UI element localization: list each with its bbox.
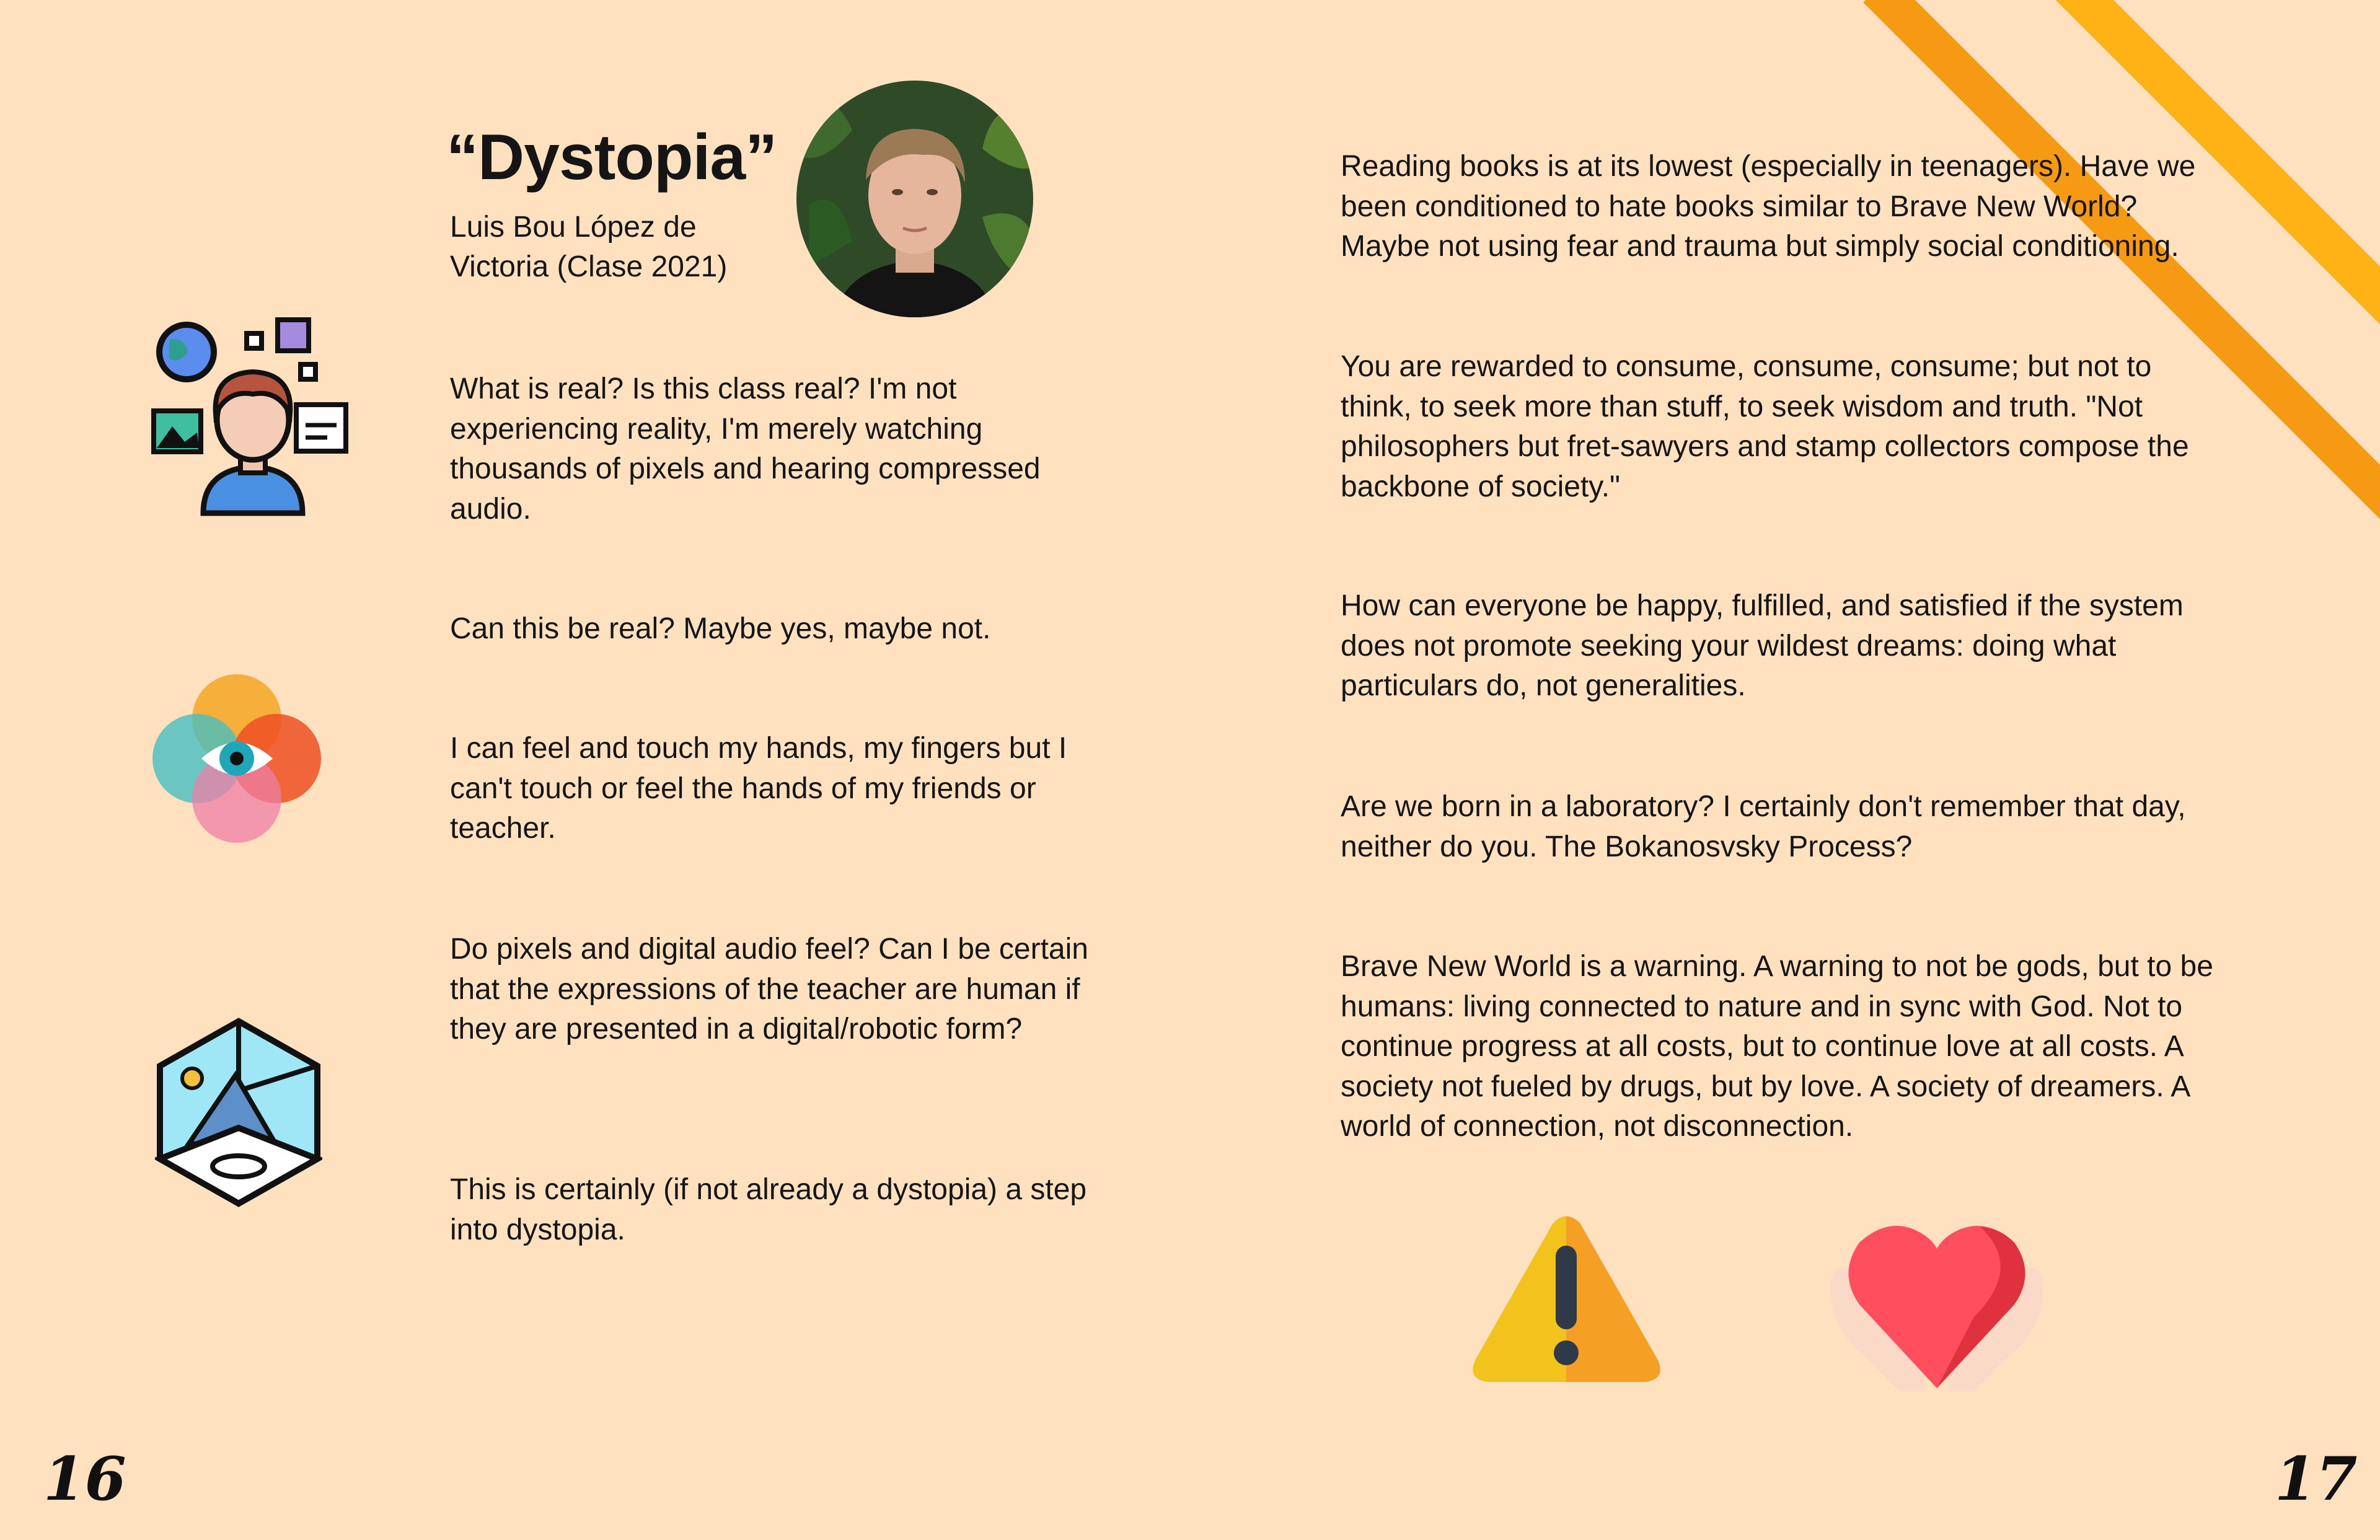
right-paragraph: Brave New World is a warning. A warning to not be gods, but to be humans: living connected to nature and in sync with God. Not to continue progress at all costs, but to continue love at all costs. A society not fueled by drugs, but by love. A society of dreamers. A world of connection, not disconnection.	[1341, 950, 2213, 1143]
heart-hands-icon	[1825, 1212, 2048, 1404]
left-paragraph: This is certainly (if not already a dystopia) a step into dystopia.	[450, 1173, 1087, 1246]
warning-icon	[1469, 1212, 1664, 1388]
right-paragraph: How can everyone be happy, fulfilled, and satisfied if the system does not promote seeking your wildest dreams: doing what particulars do, not generalities.	[1341, 589, 2184, 702]
author-photo	[796, 81, 1033, 317]
person-media-icon	[151, 315, 355, 519]
left-paragraph: Can this be real? Maybe yes, maybe not.	[450, 612, 991, 645]
right-paragraph: Reading books is at its lowest (especially in teenagers). Have we been conditioned to hate books similar to Brave New World? Maybe not using fear and trauma but simply social conditioning.	[1341, 150, 2196, 263]
left-paragraph: Do pixels and digital audio feel? Can I be certain that the expressions of the teacher are human if they are presented in a digital/robotic form?	[450, 933, 1088, 1045]
eye-venn-icon	[149, 671, 325, 847]
left-paragraph: I can feel and touch my hands, my fingers but I can't touch or feel the hands of my friends or teacher.	[450, 732, 1067, 845]
decorative-stripe	[1863, 0, 2380, 660]
author-name: Luis Bou López de	[450, 211, 697, 244]
page-number-right: 17	[2275, 1444, 2358, 1514]
author-class: Victoria (Clase 2021)	[450, 250, 728, 283]
right-paragraph: Are we born in a laboratory? I certainly don't remember that day, neither do you. The Bokanosvsky Process?	[1341, 790, 2186, 863]
article-title: “Dystopia”	[446, 121, 777, 193]
vr-cube-icon	[155, 1016, 322, 1208]
left-paragraph: What is real? Is this class real? I'm not experiencing reality, I'm merely watching thousands of pixels and hearing compressed audio.	[450, 372, 1041, 526]
page-number-left: 16	[43, 1444, 126, 1514]
author-byline	[450, 208, 797, 287]
right-paragraph: You are rewarded to consume, consume, consume; but not to think, to seek more than stuff, to seek wisdom and truth. "Not philosophers but fret-sawyers and stamp collectors compose the backbone of society."	[1341, 350, 2189, 503]
